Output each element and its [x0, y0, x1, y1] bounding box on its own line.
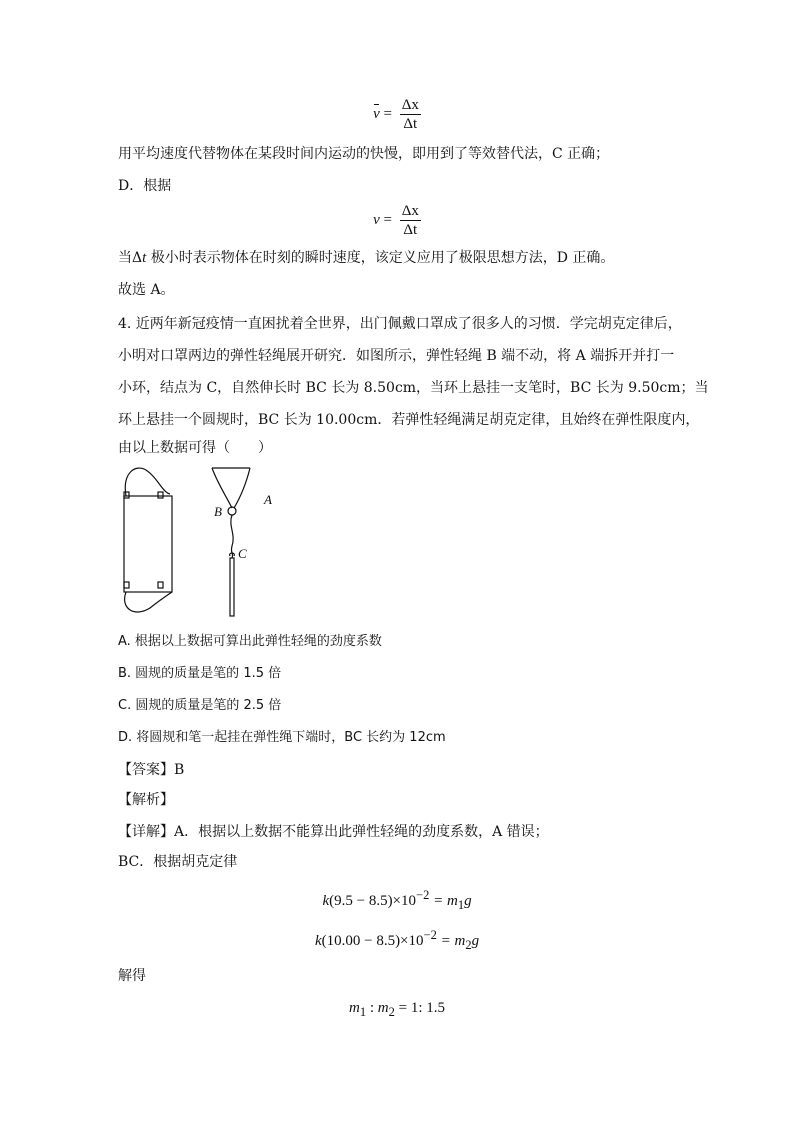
eq-rhs: = m	[433, 893, 458, 909]
cord-bc	[231, 515, 233, 558]
answer-value: B	[174, 762, 185, 778]
mask-corner	[124, 492, 129, 498]
eq-subscript: 2	[388, 1005, 395, 1019]
text-fragment: 当Δ	[118, 250, 143, 266]
eq-exponent: −2	[423, 928, 437, 942]
text-line-bc-hooke: BC．根据胡克定律	[118, 854, 238, 870]
fraction-denominator: Δt	[403, 116, 418, 132]
eq-lhs: v	[373, 105, 380, 122]
question-line-3: 小环，结点为 C，自然伸长时 BC 长为 8.50cm，当环上悬挂一支笔时，BC 长为 9.50cm；当	[118, 380, 709, 396]
eq-subscript: 1	[359, 1005, 367, 1019]
text-line-c-correct: 用平均速度代替物体在某段时间内运动的快慢，即用到了等效替代法，C 正确；	[118, 146, 610, 162]
text-line-limit-method	[118, 248, 614, 268]
mask-corner	[158, 492, 163, 498]
eq-subscript: 1	[457, 898, 465, 912]
detail-text: A．根据以上数据不能算出此弹性轻绳的劲度系数，A 错误；	[174, 824, 549, 840]
fraction	[400, 202, 421, 239]
fraction	[400, 96, 421, 133]
equation-instant-velocity	[0, 202, 794, 239]
eq-m1: m	[349, 1000, 360, 1016]
question-line-1: 4. 近两年新冠疫情一直困扰着全世界，出门佩戴口罩成了很多人的习惯．学完胡克定律后，	[118, 316, 682, 332]
answer-label: 【答案】	[118, 762, 174, 778]
eq-colon: :	[366, 1000, 378, 1016]
eq-m2: m	[377, 1000, 389, 1016]
mask-ear-loop-bottom	[125, 592, 172, 612]
eq-subscript: 2	[465, 938, 472, 952]
cord-a	[234, 468, 250, 508]
eq-k: k	[314, 933, 322, 949]
fraction-numerator: Δx	[401, 203, 419, 219]
equation-ratio	[0, 1000, 794, 1020]
label-a: A	[264, 492, 272, 507]
eq-g: g	[471, 933, 480, 949]
mask-cord-figure	[118, 462, 288, 622]
fraction-denominator: Δt	[403, 222, 418, 238]
text-line-d-basis: D．根据	[118, 178, 172, 194]
answer-line	[118, 760, 184, 780]
eq-k: k	[322, 893, 330, 909]
text-line-solve: 解得	[118, 968, 146, 984]
equation-average-velocity	[0, 96, 794, 133]
pen	[230, 558, 234, 616]
equation-pen	[0, 888, 794, 913]
eq-sign: =	[383, 211, 392, 228]
option-c: C. 圆规的质量是笔的 2.5 倍	[118, 698, 282, 713]
knot-b	[228, 507, 236, 515]
label-b: B	[214, 504, 222, 519]
eq-lhs: v	[373, 211, 380, 228]
question-line-5: 由以上数据可得（ ）	[118, 440, 272, 456]
label-c: C	[238, 546, 247, 561]
text-line-choose-a: 故选 A。	[118, 282, 175, 298]
question-line-2: 小明对口罩两边的弹性轻绳展开研究．如图所示，弹性轻绳 B 端不动，将 A 端拆开并打一	[118, 348, 675, 364]
eq-rhs: = m	[440, 933, 466, 949]
option-a: A. 根据以上数据可算出此弹性轻绳的劲度系数	[118, 634, 382, 649]
cord-left	[212, 468, 232, 508]
equation-compass	[0, 928, 794, 953]
text-variable: t	[142, 250, 147, 266]
fraction-numerator: Δx	[401, 97, 419, 113]
eq-sign: =	[383, 105, 392, 122]
mask-body	[124, 496, 172, 592]
mask-corner	[158, 582, 163, 588]
detail-label: 【详解】	[118, 824, 174, 840]
question-line-4: 环上悬挂一个圆规时，BC 长为 10.00cm．若弹性轻绳满足胡克定律，且始终在弹性限度内，	[118, 412, 700, 428]
eq-exponent: −2	[416, 888, 430, 902]
text-fragment: 极小时表示物体在时刻的瞬时速度，该定义应用了极限思想方法，D 正确。	[146, 250, 615, 266]
eq-g: g	[464, 893, 472, 909]
eq-body: (10.00 − 8.5)×10	[321, 933, 424, 949]
mask-corner	[124, 582, 129, 588]
detail-line	[118, 822, 549, 842]
option-d: D. 将圆规和笔一起挂在弹性绳下端时，BC 长约为 12cm	[118, 730, 446, 745]
analysis-label: 【解析】	[118, 792, 174, 808]
option-b: B. 圆规的质量是笔的 1.5 倍	[118, 666, 282, 681]
eq-body: (9.5 − 8.5)×10	[329, 893, 417, 909]
eq-rhs: = 1: 1.5	[394, 1000, 445, 1016]
